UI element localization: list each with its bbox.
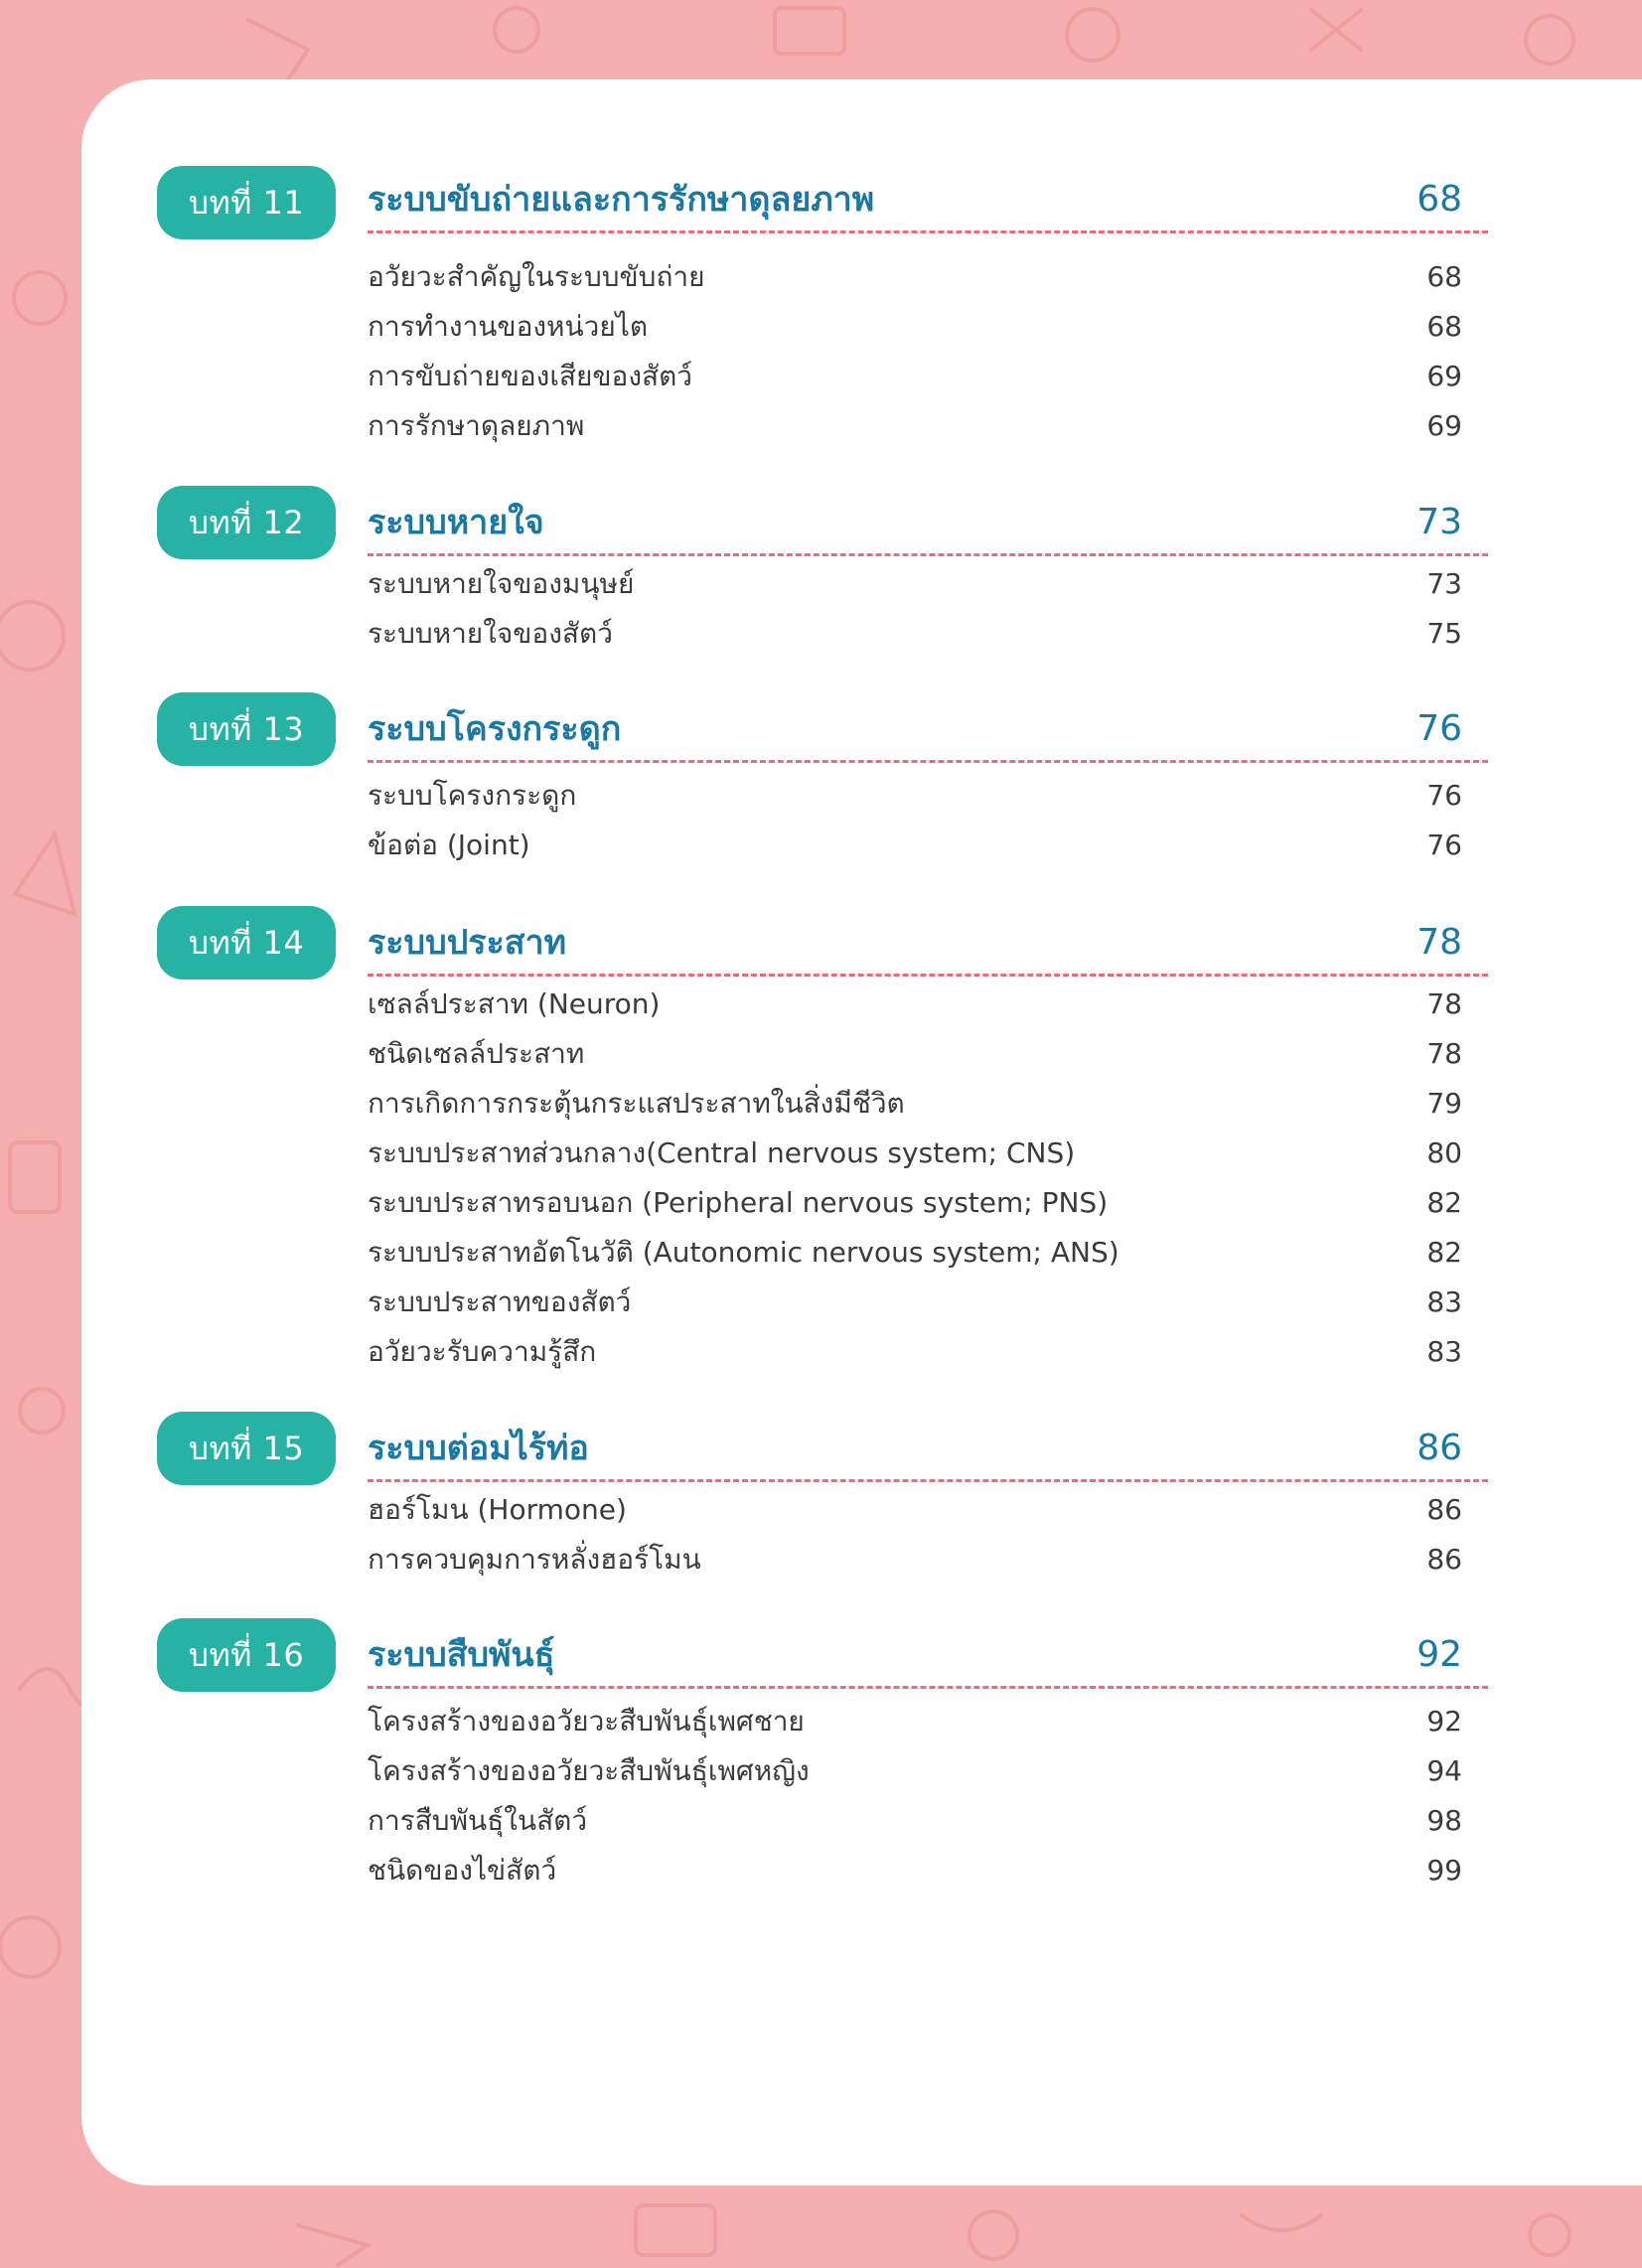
chapter-badge: บทที่ 11 — [157, 166, 336, 239]
toc-entry[interactable] — [368, 1796, 1462, 1846]
toc-entry-page: 79 — [1426, 1087, 1462, 1120]
toc-entry-label: ชนิดของไข่สัตว์ — [368, 1854, 557, 1887]
toc-entry[interactable] — [368, 609, 1462, 659]
chapter-page-number: 76 — [1417, 708, 1462, 749]
toc-entry[interactable] — [368, 1846, 1462, 1895]
toc-entry-page: 98 — [1426, 1804, 1462, 1837]
toc-entry-page: 83 — [1426, 1335, 1462, 1368]
toc-entry-page: 76 — [1426, 779, 1462, 812]
toc-entry-page: 73 — [1426, 567, 1462, 600]
toc-entry-label: ข้อต่อ (Joint) — [368, 829, 530, 861]
toc-entry-label: อวัยวะสำคัญในระบบขับถ่าย — [368, 260, 705, 293]
toc-entry-page: 69 — [1426, 409, 1462, 442]
toc-entry-page: 86 — [1426, 1493, 1462, 1526]
toc-entry[interactable] — [368, 401, 1462, 451]
dashed-divider — [368, 230, 1488, 233]
toc-entry-label: การรักษาดุลยภาพ — [368, 409, 585, 442]
dashed-divider — [368, 1479, 1488, 1482]
toc-entry[interactable] — [368, 1697, 1462, 1746]
toc-entry-label: โครงสร้างของอวัยวะสืบพันธุ์เพศหญิง — [368, 1754, 810, 1787]
toc-entry-page: 78 — [1426, 1037, 1462, 1070]
toc-entry-label: การควบคุมการหลั่งฮอร์โมน — [368, 1543, 701, 1576]
chapter-heading[interactable] — [368, 1624, 1488, 1686]
toc-entry[interactable] — [368, 1485, 1462, 1535]
toc-entry[interactable] — [368, 1079, 1462, 1129]
toc-entry[interactable] — [368, 1129, 1462, 1178]
chapter-badge: บทที่ 12 — [157, 486, 336, 559]
chapter-badge: บทที่ 16 — [157, 1618, 336, 1692]
toc-entry[interactable] — [368, 1327, 1462, 1377]
chapter-heading[interactable] — [368, 912, 1488, 974]
toc-entry[interactable] — [368, 821, 1462, 870]
toc-entry-label: ฮอร์โมน (Hormone) — [368, 1493, 627, 1526]
chapter-page-number: 86 — [1417, 1428, 1462, 1468]
toc-entry-label: ระบบประสาทรอบนอก (Peripheral nervous system; PNS) — [368, 1186, 1109, 1219]
toc-entry-label: อวัยวะรับความรู้สึก — [368, 1335, 597, 1368]
toc-entry-label: ระบบประสาทอัตโนวัติ (Autonomic nervous system; ANS) — [368, 1236, 1120, 1269]
toc-entry[interactable] — [368, 1746, 1462, 1796]
toc-entry-label: การสืบพันธุ์ในสัตว์ — [368, 1804, 588, 1837]
toc-entry-page: 68 — [1426, 310, 1462, 343]
toc-entry-label: เซลล์ประสาท (Neuron) — [368, 987, 661, 1020]
toc-entry-page: 69 — [1426, 360, 1462, 392]
toc-entry[interactable] — [368, 1178, 1462, 1228]
chapter-badge: บทที่ 13 — [157, 692, 336, 766]
dashed-divider — [368, 760, 1488, 763]
toc-entry-label: ระบบโครงกระดูก — [368, 779, 577, 812]
toc-entry-label: ระบบหายใจของสัตว์ — [368, 617, 613, 650]
chapter-title: ระบบต่อมไร้ท่อ — [368, 1429, 589, 1468]
dashed-divider — [368, 1686, 1488, 1689]
chapter-page-number: 78 — [1417, 922, 1462, 963]
toc-entry[interactable] — [368, 302, 1462, 352]
toc-entry-label: การขับถ่ายของเสียของสัตว์ — [368, 360, 693, 392]
toc-entry-label: ระบบประสาทของสัตว์ — [368, 1285, 632, 1318]
chapter-title: ระบบประสาท — [368, 923, 567, 963]
toc-entry-label: การทำงานของหน่วยไต — [368, 310, 649, 343]
chapter-title: ระบบขับถ่ายและการรักษาดุลยภาพ — [368, 180, 875, 220]
toc-entry[interactable] — [368, 980, 1462, 1029]
toc-entry-page: 78 — [1426, 987, 1462, 1020]
toc-entry-label: ระบบหายใจของมนุษย์ — [368, 567, 635, 600]
chapter-badge: บทที่ 15 — [157, 1412, 336, 1485]
chapter-heading[interactable] — [368, 698, 1488, 760]
toc-entry[interactable] — [368, 1228, 1462, 1278]
dashed-divider — [368, 974, 1488, 977]
chapter-title: ระบบโครงกระดูก — [368, 709, 622, 749]
chapter-page-number: 73 — [1417, 502, 1462, 542]
chapter-title: ระบบหายใจ — [368, 503, 544, 542]
toc-entry-page: 82 — [1426, 1186, 1462, 1219]
toc-entry-label: ชนิดเซลล์ประสาท — [368, 1037, 585, 1070]
toc-entry-page: 76 — [1426, 829, 1462, 861]
toc-entry-page: 83 — [1426, 1285, 1462, 1318]
toc-entry[interactable] — [368, 1029, 1462, 1079]
toc-entry-page: 82 — [1426, 1236, 1462, 1269]
toc-entry-page: 86 — [1426, 1543, 1462, 1576]
toc-entry[interactable] — [368, 1278, 1462, 1327]
toc-entry-page: 94 — [1426, 1754, 1462, 1787]
toc-entry-page: 68 — [1426, 260, 1462, 293]
toc-entry[interactable] — [368, 1535, 1462, 1585]
toc-entry-page: 92 — [1426, 1705, 1462, 1738]
toc-entry[interactable] — [368, 771, 1462, 821]
toc-entry-label: โครงสร้างของอวัยวะสืบพันธุ์เพศชาย — [368, 1705, 805, 1738]
toc-entry[interactable] — [368, 352, 1462, 401]
chapter-heading[interactable] — [368, 492, 1488, 553]
toc-entry-page: 80 — [1426, 1136, 1462, 1169]
chapter-heading[interactable] — [368, 1418, 1488, 1479]
toc-entry-label: การเกิดการกระตุ้นกระแสประสาทในสิ่งมีชีวิต — [368, 1087, 905, 1120]
chapter-page-number: 92 — [1417, 1634, 1462, 1675]
toc-entry-page: 75 — [1426, 617, 1462, 650]
chapter-title: ระบบสืบพันธุ์ — [368, 1635, 555, 1675]
toc-entry[interactable] — [368, 252, 1462, 302]
dashed-divider — [368, 553, 1488, 556]
toc-entry-label: ระบบประสาทส่วนกลาง(Central nervous system; CNS) — [368, 1136, 1076, 1169]
toc-entry-page: 99 — [1426, 1854, 1462, 1887]
chapter-badge: บทที่ 14 — [157, 906, 336, 980]
toc-entry[interactable] — [368, 559, 1462, 609]
chapter-heading[interactable] — [368, 169, 1488, 230]
chapter-page-number: 68 — [1417, 179, 1462, 220]
